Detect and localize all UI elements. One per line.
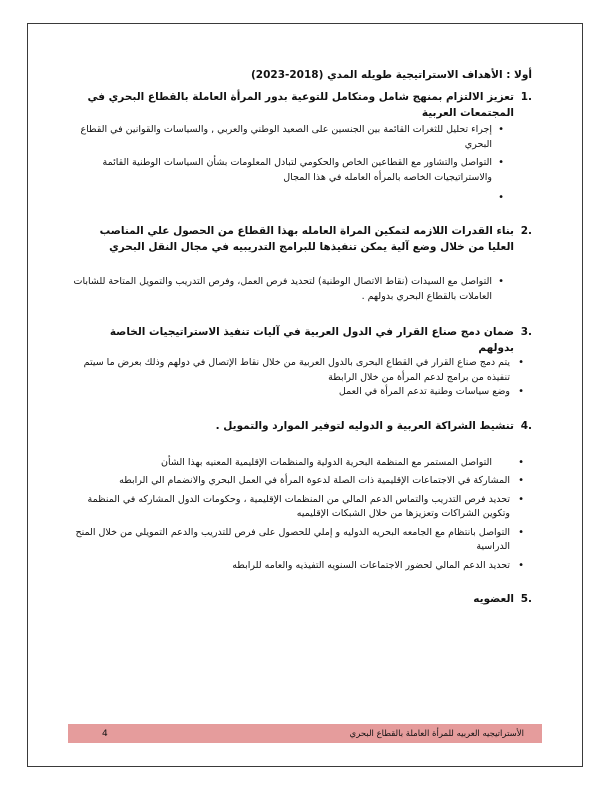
list-item [72,191,532,205]
page-footer [68,724,542,743]
list-item: • وضع سياسات وطنية تدعم المرأة في العمل [72,385,532,400]
document-body [72,68,532,607]
goal-text: تنشيط الشراكة العربية و الدوليه لتوفير الموارد والتمويل . [215,419,514,432]
goal-bullets [72,456,532,574]
goal-number: .4 [520,419,532,432]
goal-section-1 [72,89,532,205]
list-item: • التواصل مع السيدات (نقاط الاتصال الوطنية) لتحديد فرص العمل، وفرص التدريب والتمويل المتاحة للشابات العاملات بالقطاع البحري بدولهم . [72,275,532,304]
list-item: • المشاركة في الاجتماعات الإقليمية ذات الصلة لدعوة المرأة في العمل البحري والانضمام الي الرابطه [72,474,532,489]
goal-title [72,324,532,356]
goal-number: .2 [520,225,532,237]
goal-bullets [72,275,532,304]
goal-text: العضويه [473,593,514,605]
footer-title: الأستراتيجيه العربيه للمرأة العاملة بالقطاع البحري [349,728,524,739]
goal-section-2 [72,223,532,304]
goal-number: .1 [520,91,532,103]
goal-bullets [72,123,532,205]
goal-title [72,418,532,434]
list-item: • إجراء تحليل للثغرات القائمة بين الجنسين على الصعيد الوطني والعربي , والسياسات والقوانين في القطاع البحري [72,123,532,152]
goal-text: تعزيز الالتزام بمنهج شامل ومتكامل للتوعية بدور المرأة العاملة بالقطاع البحري في المجتمعات العربية [87,91,514,119]
goal-section-5 [72,591,532,607]
goal-bullets [72,356,532,400]
list-item: • التواصل بانتظام مع الجامعه البحريه الدوليه و إملي للحصول على فرص للتدريب والدعم التمويلي من خلال المنح الدراسية [72,526,532,555]
goal-number: .5 [520,593,532,605]
list-item: • يتم دمج صناع القرار في القطاع البحرى بالدول العربية من خلال نقاط الإتصال في دولهم وذلك بعرض ما سيتم تنفيذه من برامج لدعم المرأة من خلال الرابطة [72,356,532,385]
page-number: 4 [102,728,108,739]
goal-title [72,591,532,607]
goal-text: بناء القدرات اللازمه لتمكين المراة العامله بهذا القطاع من الحصول علي المناصب العليا من خلال وضع آلية يمكن تنفيذها للبرامج التدريبيه في مجال النقل البحري [99,225,514,253]
list-item: • التواصل المستمر مع المنظمة البحرية الدولية والمنظمات الإقليمية المعنيه بهذا الشأن [72,456,532,471]
goal-section-3 [72,324,532,400]
list-item: • تحديد الدعم المالي لحضور الاجتماعات السنويه التفيذيه والعامه للرابطه [72,559,532,574]
goal-number: .3 [520,326,532,338]
goal-title [72,223,532,255]
goal-title [72,89,532,121]
section-heading: أولا : الأهداف الاستراتيجية طويله المدي (2018-2023) [250,69,532,81]
list-item: • التواصل والتشاور مع القطاعين الخاص والحكومي لتبادل المعلومات بشأن السياسات الوطنية القائمة والاستراتيجيات الخاصه بالمرأه العامله في هذا المجال [72,156,532,185]
goal-section-4 [72,418,532,574]
list-item: • تحديد فرص التدريب والتماس الدعم المالي من المنظمات الإقليمية ، وحكومات الدول المشاركه في المنظمة وتكوين الشراكات وتعزيزها من خلال الشبكات الإقليميه [72,493,532,522]
goal-text: ضمان دمج صناع القرار في الدول العربية في آليات تنفيذ الاستراتيجيات الخاصة بدولهم [109,326,514,354]
